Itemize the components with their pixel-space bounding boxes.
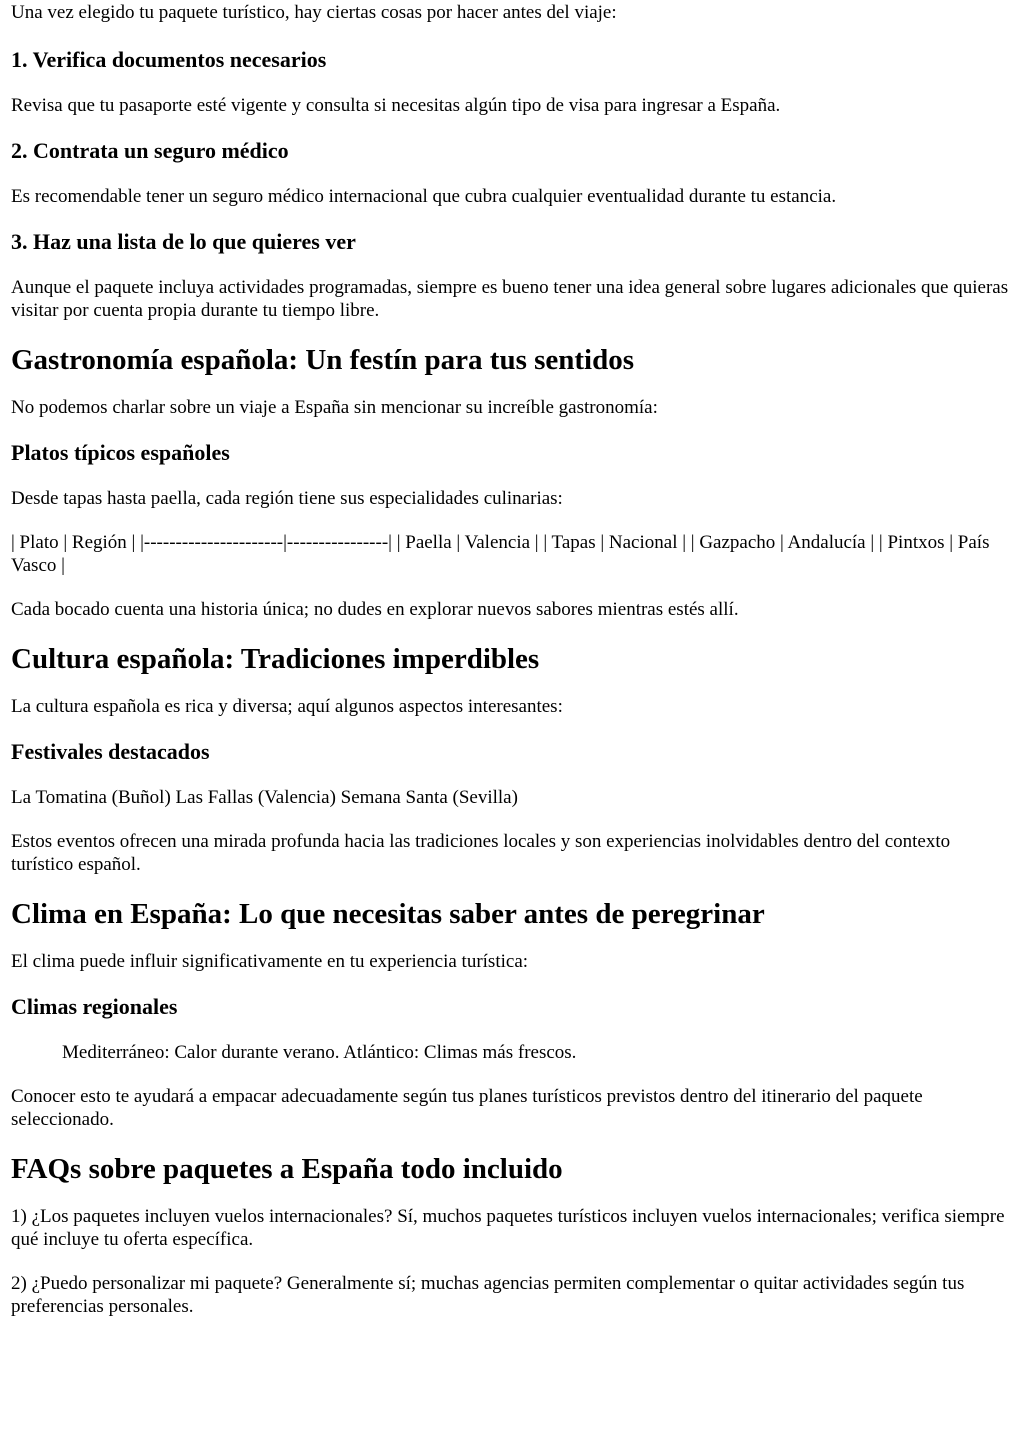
step-2-heading: 2. Contrata un seguro médico (11, 138, 289, 163)
clima-intro: El clima puede influir significativamente en tu experiencia turística: (11, 951, 529, 972)
festivales-heading: Festivales destacados (11, 739, 210, 764)
faq-item-2: 2) ¿Puedo personalizar mi paquete? Generalmente sí; muchas agencias permiten complementar o quitar actividades según tus preferencias personales. (11, 1273, 965, 1317)
gastronomia-title: Gastronomía española: Un festín para tus sentidos (11, 344, 635, 376)
platos-table-raw: | Plato | Región | |----------------------|----------------| | Paella | Valencia | | Tapas | Nacional | | Gazpacho | Andalucía | | Pintxos | País Vasco | (11, 532, 990, 576)
climas-heading: Climas regionales (11, 994, 178, 1019)
cultura-intro: La cultura española es rica y diversa; aquí algunos aspectos interesantes: (11, 696, 563, 717)
step-3-text: Aunque el paquete incluya actividades programadas, siempre es bueno tener una idea general sobre lugares adicionales que quieras visitar por cuenta propia durante tu tiempo libre. (11, 277, 1009, 321)
climas-list: Mediterráneo: Calor durante verano. Atlántico: Climas más frescos. (62, 1042, 577, 1063)
cultura-title: Cultura española: Tradiciones imperdibles (11, 643, 540, 675)
festivales-list: La Tomatina (Buñol) Las Fallas (Valencia) Semana Santa (Sevilla) (11, 787, 518, 808)
step-2-text: Es recomendable tener un seguro médico internacional que cubra cualquier eventualidad durante tu estancia. (11, 186, 837, 207)
step-1-text: Revisa que tu pasaporte esté vigente y consulta si necesitas algún tipo de visa para ingresar a España. (11, 95, 781, 116)
platos-heading: Platos típicos españoles (11, 440, 230, 465)
faqs-title: FAQs sobre paquetes a España todo incluido (11, 1153, 563, 1185)
cultura-closing: Estos eventos ofrecen una mirada profunda hacia las tradiciones locales y son experiencias inolvidables dentro del contexto turístico español. (11, 831, 951, 875)
step-1-heading: 1. Verifica documentos necesarios (11, 47, 327, 72)
faq-item-1: 1) ¿Los paquetes incluyen vuelos internacionales? Sí, muchos paquetes turísticos incluyen vuelos internacionales; verifica siempre qué incluye tu oferta específica. (11, 1206, 1005, 1250)
step-3-heading: 3. Haz una lista de lo que quieres ver (11, 229, 356, 254)
clima-title: Clima en España: Lo que necesitas saber antes de peregrinar (11, 898, 765, 930)
gastronomia-intro: No podemos charlar sobre un viaje a España sin mencionar su increíble gastronomía: (11, 397, 658, 418)
intro-paragraph: Una vez elegido tu paquete turístico, hay ciertas cosas por hacer antes del viaje: (11, 2, 617, 23)
platos-text: Desde tapas hasta paella, cada región tiene sus especialidades culinarias: (11, 488, 563, 509)
article (0, 1, 1024, 1318)
gastronomia-closing: Cada bocado cuenta una historia única; no dudes en explorar nuevos sabores mientras estés allí. (11, 599, 739, 620)
clima-closing: Conocer esto te ayudará a empacar adecuadamente según tus planes turísticos previstos dentro del itinerario del paquete seleccionado. (11, 1086, 923, 1130)
